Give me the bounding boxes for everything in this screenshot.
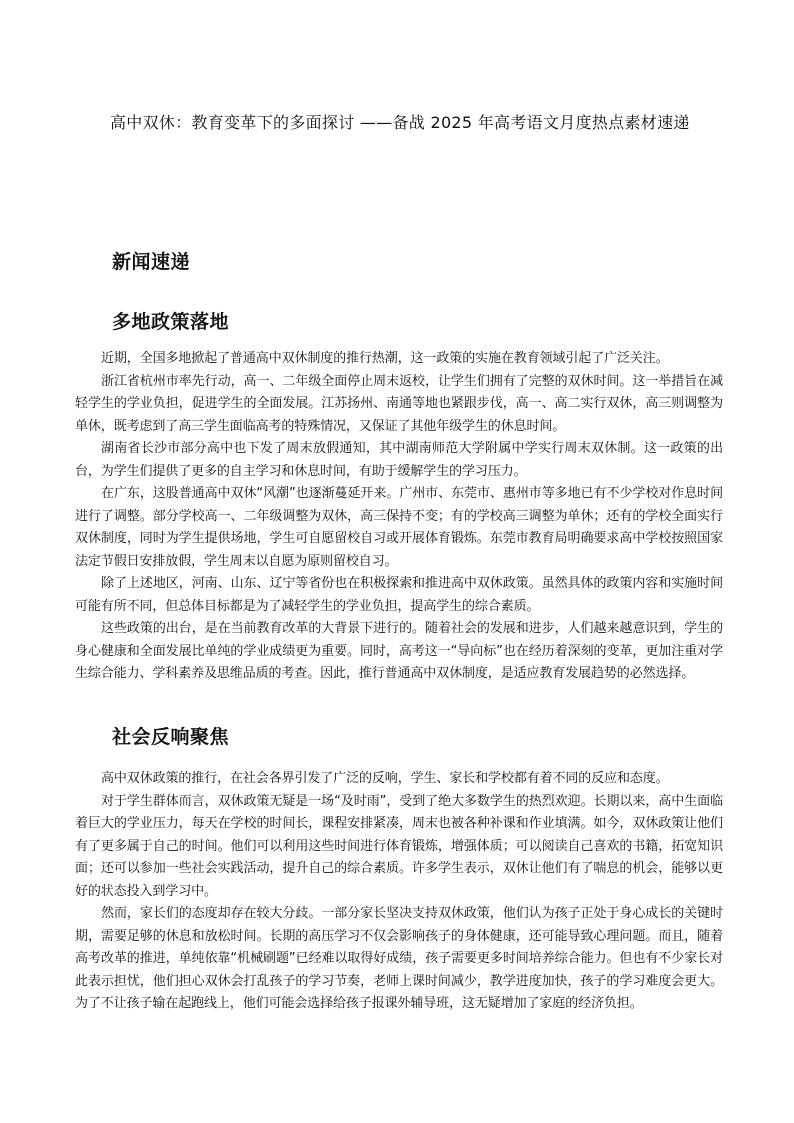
paragraph: 在广东，这股普通高中双休“风潮”也逐渐蔓延开来。广州市、东莞市、惠州市等多地已有不少学校对作息时间进行了调整。部分学校高一、二年级调整为双休，高三保持不变；有的学校高三调整为单休；还有的学校全面实行双休制度，同时为学生提供场地，学生可自愿留校自习或开展体育锻炼。东莞市教育局明确要求高中学校按照国家法定节假日安排放假，学生周末以自愿为原则留校自习。 [75, 486, 723, 569]
document-title [74, 103, 734, 143]
section-body-reaction [75, 768, 723, 1016]
paragraph: 这些政策的出台，是在当前教育改革的大背景下进行的。随着社会的发展和进步，人们越来越意识到，学生的身心健康和全面发展比单纯的学业成绩更为重要。同时，高考这一“导向标”也在经历着深刻的变革，更加注重对学生综合能力、学科素养及思维品质的考查。因此，推行普通高中双休制度，是适应教育发展趋势的必然选择。 [75, 621, 723, 681]
paragraph: 对于学生群体而言，双休政策无疑是一场“及时雨”，受到了绝大多数学生的热烈欢迎。长期以来，高中生面临着巨大的学业压力，每天在学校的时间长，课程安排紧凑，周末也被各种补课和作业填满。如今，双休政策让他们有了更多属于自己的时间。他们可以利用这些时间进行体育锻炼，增强体质；可以阅读自己喜欢的书籍，拓宽知识面；还可以参加一些社会实践活动，提升自己的综合素质。许多学生表示，双休让他们有了喘息的机会，能够以更好的状态投入到学习中。 [75, 793, 723, 899]
paragraph: 然而，家长们的态度却存在较大分歧。一部分家长坚决支持双休政策，他们认为孩子正处于身心成长的关键时期，需要足够的休息和放松时间。长期的高压学习不仅会影响孩子的身体健康，还可能导致心理问题。而且，随着高考改革的推进，单纯依靠“机械刷题”已经难以取得好成绩，孩子需要更多时间培养综合能力。但也有不少家长对此表示担忧，他们担心双休会打乱孩子的学习节奏，老师上课时间减少，教学进度加快，孩子的学习难度会更大。为了不让孩子输在起跑线上，他们可能会选择给孩子报课外辅导班，这无疑增加了家庭的经济负担。 [75, 906, 723, 1011]
paragraph: 高中双休政策的推行，在社会各界引发了广泛的反响，学生、家长和学校都有着不同的反应和态度。 [101, 771, 669, 786]
section-body-policy [75, 348, 723, 686]
section-heading-news: 新闻速递 [112, 251, 191, 273]
document-title-text: 高中双休：教育变革下的多面探讨 ——备战 2025 年高考语文月度热点素材速递 [110, 113, 690, 132]
paragraph: 近期，全国多地掀起了普通高中双休制度的推行热潮，这一政策的实施在教育领域引起了广泛关注。 [101, 351, 669, 366]
paragraph: 湖南省长沙市部分高中也下发了周末放假通知，其中湖南师范大学附属中学实行周末双休制。这一政策的出台，为学生们提供了更多的自主学习和休息时间，有助于缓解学生的学习压力。 [75, 441, 723, 479]
section-heading-policy: 多地政策落地 [112, 311, 230, 333]
paragraph: 浙江省杭州市率先行动，高一、二年级全面停止周末返校，让学生们拥有了完整的双休时间。这一举措旨在减轻学生的学业负担，促进学生的全面发展。江苏扬州、南通等地也紧跟步伐，高一、高二实行双休，高三则调整为单休，既考虑到了高三学生面临高考的特殊情况，又保证了其他年级学生的休息时间。 [75, 373, 723, 434]
paragraph: 除了上述地区，河南、山东、辽宁等省份也在积极探索和推进高中双休政策。虽然具体的政策内容和实施时间可能有所不同，但总体目标都是为了减轻学生的学业负担，提高学生的综合素质。 [75, 576, 723, 614]
section-heading-reaction: 社会反响聚焦 [112, 726, 230, 748]
